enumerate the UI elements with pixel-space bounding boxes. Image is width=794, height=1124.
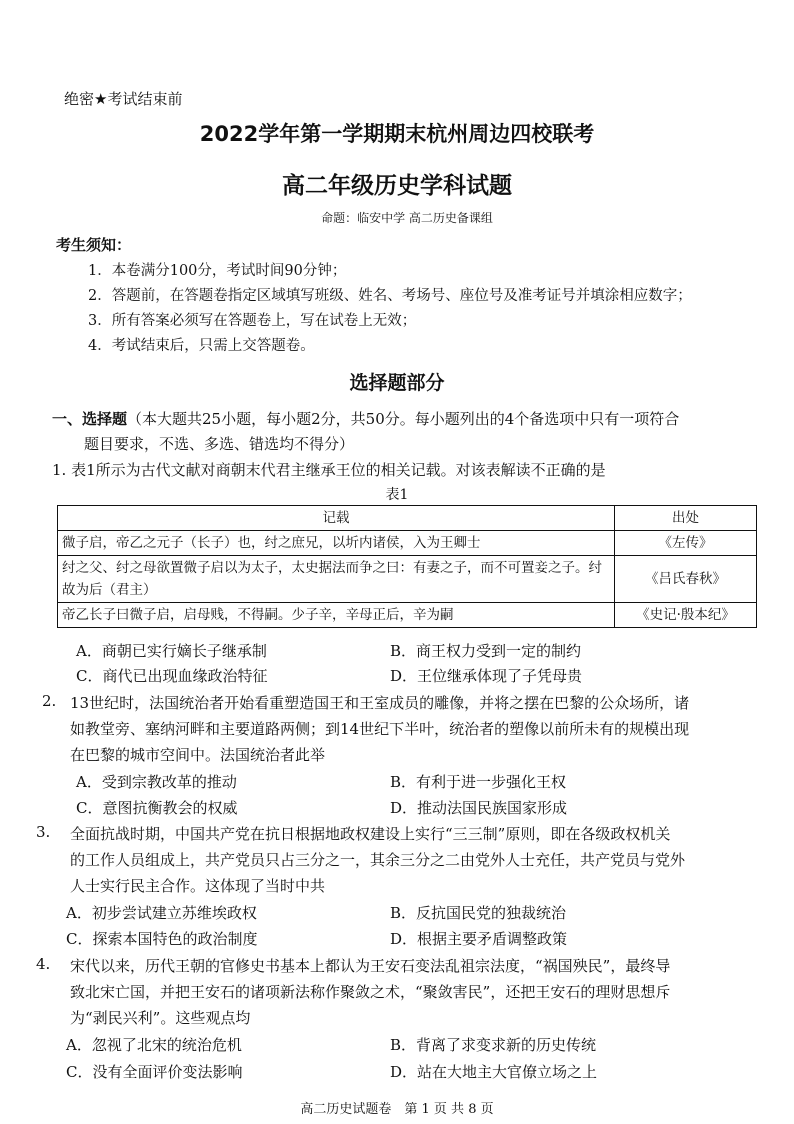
notice-item: 4．考试结束后，只需上交答题卷。 bbox=[88, 338, 315, 354]
option-d: D．推动法国民族国家形成 bbox=[390, 799, 568, 817]
question-1 bbox=[52, 459, 606, 480]
option-b: B．有利于进一步强化王权 bbox=[390, 773, 567, 791]
table-row bbox=[58, 531, 757, 556]
question-text: 人士实行民主合作。这体现了当时中共 bbox=[70, 877, 326, 895]
question-number: 1. bbox=[52, 461, 67, 479]
table-cell-record: 纣之父、纣之母欲置微子启以为太子，太史据法而争之曰：有妻之子，而不可置妾之子。纣故为后（君主） bbox=[58, 556, 615, 603]
option-d: D．王位继承体现了子凭母贵 bbox=[390, 667, 583, 685]
question-text: 13世纪时，法国统治者开始看重塑造国王和王室成员的雕像，并将之摆在巴黎的公众场所，诸 bbox=[70, 694, 690, 712]
option-c: C．商代已出现血缘政治特征 bbox=[76, 667, 268, 685]
option-c: C．探索本国特色的政治制度 bbox=[66, 930, 258, 948]
question-text: 在巴黎的城市空间中。法国统治者此举 bbox=[70, 746, 326, 764]
table-row bbox=[58, 556, 757, 603]
table-header: 记载 bbox=[58, 506, 615, 531]
option-a: A．忽视了北宋的统治危机 bbox=[66, 1036, 242, 1054]
question-text: 宋代以来，历代王朝的官修史书基本上都认为王安石变法乱祖宗法度，“祸国殃民”，最终导 bbox=[70, 957, 671, 975]
option-d: D．根据主要矛盾调整政策 bbox=[390, 930, 568, 948]
question-text: 的工作人员组成上，共产党员只占三分之一，其余三分之二由党外人士充任，共产党员与党外 bbox=[70, 851, 686, 869]
question-text: 为“剥民兴利”。这些观点均 bbox=[70, 1009, 251, 1027]
table-cell-source: 《吕氏春秋》 bbox=[615, 556, 757, 603]
table-cell-source: 《左传》 bbox=[615, 531, 757, 556]
notice-heading: 考生须知： bbox=[56, 236, 132, 254]
option-b: B．商王权力受到一定的制约 bbox=[390, 642, 582, 660]
question-text: 全面抗战时期，中国共产党在抗日根据地政权建设上实行“三三制”原则，即在各级政权机关 bbox=[70, 825, 671, 843]
option-c: C．没有全面评价变法影响 bbox=[66, 1063, 243, 1081]
question-text: 表1所示为古代文献对商朝末代君主继承王位的相关记载。对该表解读不正确的是 bbox=[71, 461, 606, 479]
table-cell-record: 微子启，帝乙之元子（长子）也，纣之庶兄，以圻内诸侯，入为王卿士 bbox=[58, 531, 615, 556]
exam-subtitle: 高二年级历史学科试题 bbox=[282, 173, 512, 199]
part-label: 一、选择题 bbox=[52, 410, 128, 428]
option-b: B．反抗国民党的独裁统治 bbox=[390, 904, 567, 922]
option-d: D．站在大地主大官僚立场之上 bbox=[390, 1063, 598, 1081]
part-heading bbox=[52, 408, 679, 429]
confidential-mark: 绝密★考试结束前 bbox=[64, 90, 183, 108]
table-caption: 表1 bbox=[385, 487, 409, 503]
question-number: 3. bbox=[36, 823, 51, 841]
table-cell-record: 帝乙长子曰微子启，启母贱，不得嗣。少子辛，辛母正后，辛为嗣 bbox=[58, 603, 615, 628]
option-a: A．初步尝试建立苏维埃政权 bbox=[66, 904, 257, 922]
question-number: 4. bbox=[36, 955, 51, 973]
notice-item: 3．所有答案必须写在答题卷上，写在试卷上无效； bbox=[88, 313, 417, 329]
part-description: （本大题共25小题，每小题2分，共50分。每小题列出的4个备选项中只有一项符合 bbox=[127, 410, 680, 428]
table-cell-source: 《史记·殷本纪》 bbox=[615, 603, 757, 628]
question-text: 如教堂旁、塞纳河畔和主要道路两侧；到14世纪下半叶，统治者的塑像以前所未有的规模出现 bbox=[70, 720, 690, 738]
part-description-cont: 题目要求，不选、多选、错选均不得分） bbox=[84, 435, 355, 453]
question-number: 2. bbox=[42, 692, 57, 710]
table-header-row bbox=[58, 506, 757, 531]
option-b: B．背离了求变求新的历史传统 bbox=[390, 1036, 597, 1054]
question-text: 致北宋亡国，并把王安石的诸项新法称作聚敛之术，“聚敛害民”，还把王安石的理财思想斥 bbox=[70, 983, 671, 1001]
table-header: 出处 bbox=[615, 506, 757, 531]
notice-item: 1．本卷满分100分，考试时间90分钟； bbox=[88, 263, 347, 279]
page-footer: 高二历史试题卷 第 1 页 共 8 页 bbox=[300, 1102, 494, 1117]
section-title: 选择题部分 bbox=[349, 372, 445, 394]
history-table bbox=[57, 505, 757, 628]
exam-author: 命题：临安中学 高二历史备课组 bbox=[321, 211, 493, 225]
option-a: A．受到宗教改革的推动 bbox=[76, 773, 237, 791]
option-c: C．意图抗衡教会的权威 bbox=[76, 799, 238, 817]
exam-title: 2022学年第一学期期末杭州周边四校联考 bbox=[199, 122, 595, 146]
table-row bbox=[58, 603, 757, 628]
notice-item: 2．答题前，在答题卷指定区域填写班级、姓名、考场号、座位号及准考证号并填涂相应数字； bbox=[88, 288, 692, 304]
option-a: A．商朝已实行嫡长子继承制 bbox=[76, 642, 267, 660]
